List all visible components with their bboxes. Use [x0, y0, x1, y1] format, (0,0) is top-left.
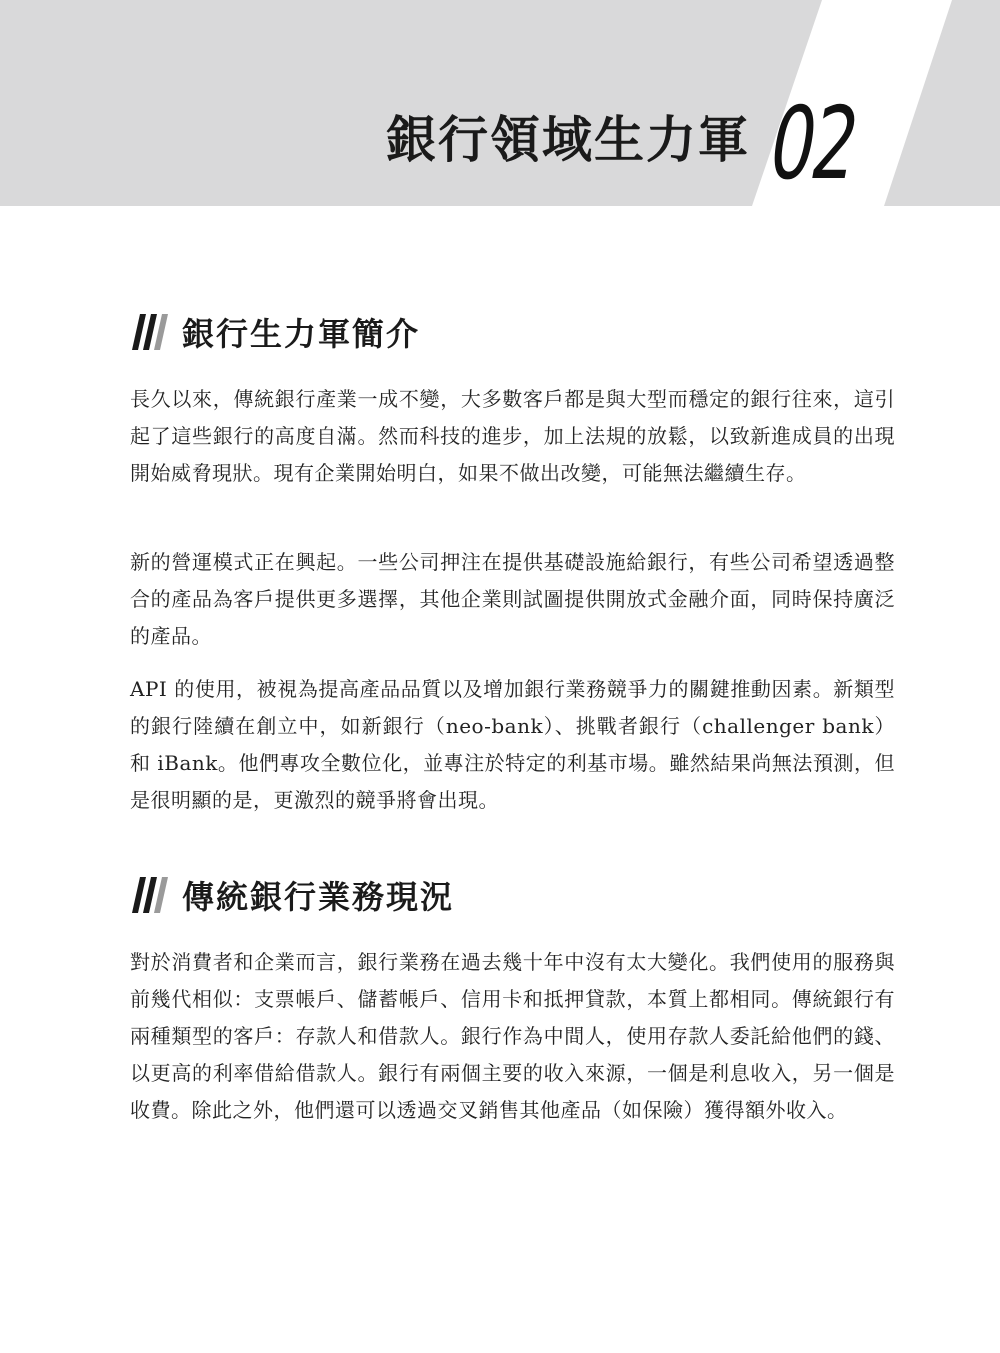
- section-heading-text: 傳統銀行業務現況: [182, 878, 455, 916]
- section-heading-status: [130, 875, 454, 915]
- paragraph: 新的營運模式正在興起。一些公司押注在提供基礎設施給銀行，有些公司希望透過整合的產品為客戶提供更多選擇，其他企業則試圖提供開放式金融介面，同時保持廣泛的產品。: [130, 550, 895, 648]
- triple-slash-icon: [130, 875, 170, 915]
- triple-slash-icon: [130, 312, 170, 352]
- chapter-title: 銀行領域生力軍: [386, 110, 750, 169]
- section-heading-intro: [130, 312, 420, 352]
- paragraph: API 的使用，被視為提高產品品質以及增加銀行業務競爭力的關鍵推動因素。新類型的銀行陸續在創立中，如新銀行（neo-bank）、挑戰者銀行（challenger bank）和 iBank。他們專攻全數位化，並專注於特定的利基市場。雖然結果尚無法預測，但是很明顯的是，更激烈的競爭將會出現。: [130, 677, 895, 812]
- paragraph: 對於消費者和企業而言，銀行業務在過去幾十年中沒有太大變化。我們使用的服務與前幾代相似：支票帳戶、儲蓄帳戶、信用卡和抵押貸款，本質上都相同。傳統銀行有兩種類型的客戶：存款人和借款人。銀行作為中間人，使用存款人委託給他們的錢、以更高的利率借給借款人。銀行有兩個主要的收入來源，一個是利息收入，另一個是收費。除此之外，他們還可以透過交叉銷售其他產品（如保險）獲得額外收入。: [130, 950, 895, 1122]
- paragraph: 長久以來，傳統銀行產業一成不變，大多數客戶都是與大型而穩定的銀行往來，這引起了這些銀行的高度自滿。然而科技的進步，加上法規的放鬆，以致新進成員的出現開始威脅現狀。現有企業開始明白，如果不做出改變，可能無法繼續生存。: [130, 387, 895, 485]
- section-heading-text: 銀行生力軍簡介: [182, 315, 421, 353]
- chapter-number: 02: [761, 85, 866, 202]
